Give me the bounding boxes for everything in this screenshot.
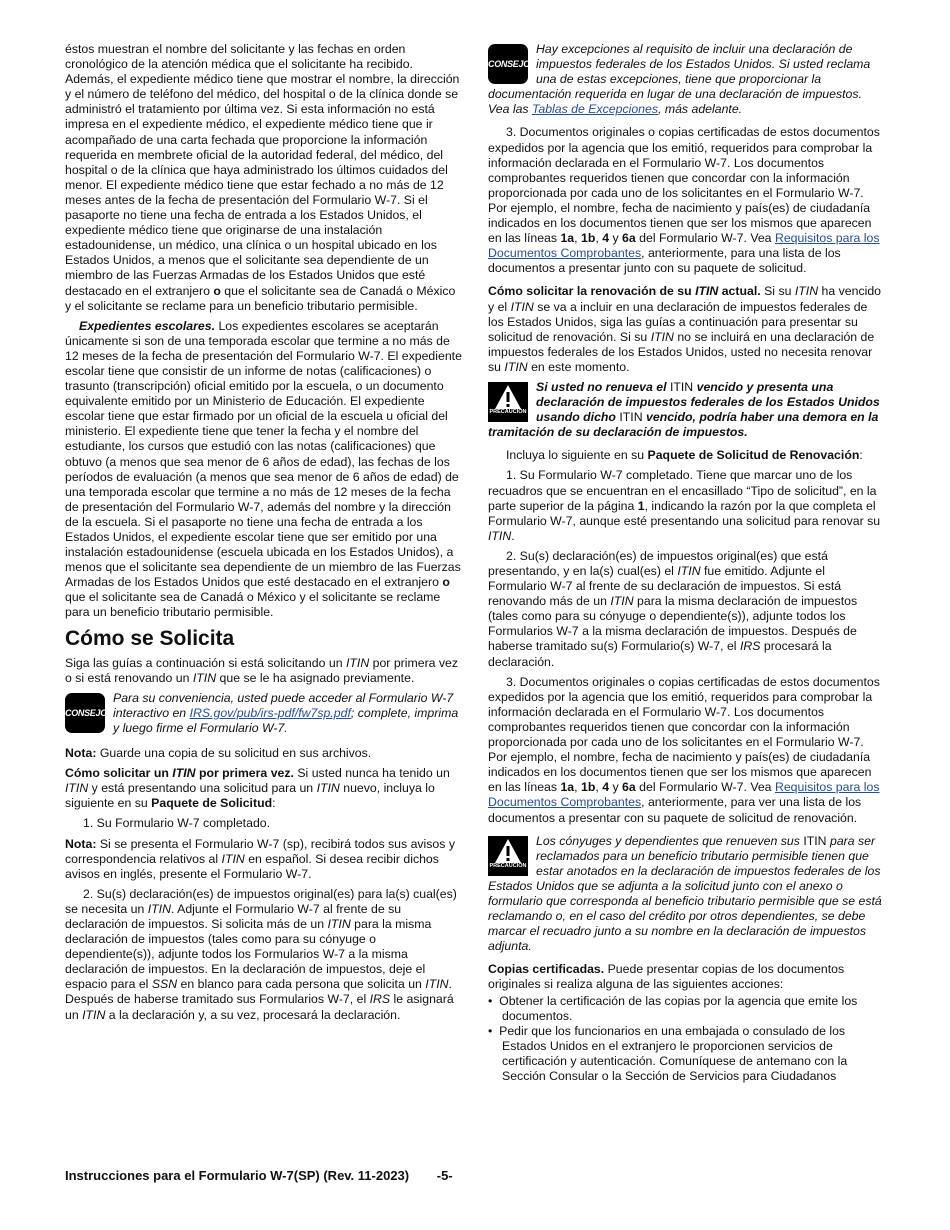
left-column bbox=[65, 42, 462, 1028]
list-item-3: 3. Documentos originales o copias certificadas de estos documentos expedidos por la agencia que los emitió, requeridos para comprobar la información declarada en el Formulario W-7. Los documentos comprobantes requeridos tienen que concordar con la información proporcionada por cada uno de los solicitantes en el Formulario W-7. Por ejemplo, el nombre, fecha de nacimiento y país(es) de ciudadanía indicados en los documentos tienen que ser los mismos que aparecen en las líneas 1a, 1b, 4 y 6a del Formulario W-7. Vea Requisitos para los Documentos Comprobantes, anteriormente, para una lista de los documentos a presentar junto con su paquete de solicitud. bbox=[488, 125, 880, 276]
caution-icon: PRECAUCIÓN bbox=[488, 836, 528, 876]
page-footer bbox=[65, 1168, 453, 1183]
tip-icon: CONSEJO bbox=[488, 44, 528, 84]
footer-title: Instrucciones para el Formulario W-7(SP) (Rev. 11-2023) bbox=[65, 1168, 410, 1183]
paragraph-certified-copies: Copias certificadas. Puede presentar copias de los documentos originales si realiza alguna de las siguientes acciones: bbox=[488, 962, 845, 992]
list-item-2: 2. Su(s) declaración(es) de impuestos original(es) para la(s) cual(es) se necesita un ITIN. Adjunte el Formulario W-7 al frente de su declaración de impuestos. Si solicita más de un ITIN para la misma declaración de impuestos (tales como para su cónyuge o dependiente(s)), adjunte todos los Formularios W-7 a la misma declaración de impuestos. En la declaración de impuestos, deje el espacio para el SSN en blanco para cada persona que solicita un ITIN. Después de haberse tramitado sus Formularios W-7, el IRS le asignará un ITIN a la declaración y, a su vez, procesará la declaración. bbox=[65, 886, 457, 1022]
renewal-item-3: 3. Documentos originales o copias certificadas de estos documentos expedidos por la agencia que los emitió, requeridos para comprobar la información declarada en el Formulario W-7. Los documentos comprobantes requeridos tienen que concordar con la información proporcionada por cada uno de los solicitantes en el Formulario W-7. Por ejemplo, el nombre, fecha de nacimiento y país(es) de ciudadanía indicados en los documentos tienen que ser los mismos que aparecen en las líneas 1a, 1b, 4 y 6a del Formulario W-7. Vea Requisitos para los Documentos Comprobantes, anteriormente, para ver una lista de los documentos a presentar con su paquete de solicitud de renovación. bbox=[488, 674, 880, 825]
list-item-1: 1. Su Formulario W-7 completado. bbox=[83, 816, 271, 831]
tip-icon: CONSEJO bbox=[65, 693, 105, 733]
paragraph-first-time: Cómo solicitar un ITIN por primera vez. Si usted nunca ha tenido un ITIN y está presentando una solicitud para un ITIN nuevo, incluya lo siguiente en su Paquete de Solicitud: bbox=[65, 766, 450, 811]
link-supporting-docs[interactable]: Requisitos para los Documentos Comprobantes bbox=[488, 231, 880, 261]
right-column bbox=[488, 42, 885, 1084]
paragraph-medical-records: éstos muestran el nombre del solicitante y las fechas en orden cronológico de la atención médica que el solicitante ha recibido. Además, el expediente médico tiene que mostrar el nombre, la dirección y el número de teléfono del médico, del hospital o de la clínica donde se administró el tratamiento por última vez. Si esta información no está impresa en el expediente médico, el expediente médico tiene que ir acompañado de una carta fechada que proporcione la información requerida en membrete oficial de la autoridad federal, del médico, del hospital o de la clínica que haya administrado los últimos cuidados del menor. El expediente médico tiene que estar fechado a no más de 12 meses antes de la fecha de presentación del Formulario W-7. Si el pasaporte no tiene una fecha de entrada a los Estados Unidos, el expediente médico tiene que originarse de una instalación estadounidense, un médico, una clínica o un hospital ubicado en los Estados Unidos, a menos que el solicitante sea dependiente de un miembro de las Fuerzas Armadas de los Estados Unidos que esté destacado en el extranjero o que el solicitante sea de Canadá o México y el solicitante se reclame para un beneficio tributario permisible. bbox=[65, 42, 460, 313]
renewal-item-1: 1. Su Formulario W-7 completado. Tiene que marcar uno de los recuadros que se encuentran en el encasillado “Tipo de solicitud”, en la parte superior de la página 1, indicando la razón por la que completa el Formulario W-7, aunque esté presentando una solicitud para renovar su ITIN. bbox=[488, 468, 881, 543]
tip-callout-exceptions: CONSEJO Hay excepciones al requisito de incluir una declaración de impuestos federales de los Estados Unidos. Si usted reclama una de estas excepciones, tiene que proporcionar la documentación requerida en lugar de una declaración de impuestos. Vea las Tablas de Excepciones, más adelante. bbox=[488, 42, 871, 117]
tip-callout-interactive-form: CONSEJO Para su conveniencia, usted puede acceder al Formulario W-7 interactivo en IRS.gov/pub/irs-pdf/fw7sp.pdf; complete, imprima y luego firme el Formulario W-7. bbox=[65, 690, 459, 735]
caution-callout-spouses: PRECAUCIÓN Los cónyuges y dependientes que renueven sus ITIN para ser reclamados para un beneficio tributario permisible tienen que estar anotados en la declaración de impuestos federales de los Estados Unidos que se adjunta a la solicitud junto con el anexo o formulario que corresponda al beneficio tributario permisible que se está reclamando o, en el caso del crédito por otros dependientes, se debe marcar el recuadro junto a su nombre en la declaración de impuestos adjunta. bbox=[488, 833, 882, 954]
link-exception-tables[interactable]: Tablas de Excepciones bbox=[531, 102, 658, 117]
bullet-item: • Pedir que los funcionarios en una embajada o consulado de los Estados Unidos en el extranjero le proporcionen servicios de certificación y autenticación. Comuníquese de antemano con la Sección Consular o la Sección de Servicios para Ciudadanos bbox=[488, 1023, 848, 1083]
paragraph-renewal: Cómo solicitar la renovación de su ITIN actual. Si su ITIN ha vencido y el ITIN se va a incluir en una declaración de impuestos federales de los Estados Unidos, siga las guías a continuación para presentar su solicitud de renovación. Si su ITIN no se incluirá en una declaración de impuestos federales de los Estados Unidos, usted no necesita renovar su ITIN en este momento. bbox=[488, 284, 882, 374]
note-spanish-notices: Nota: Si se presenta el Formulario W-7 (sp), recibirá todos sus avisos y correspondencia relativos al ITIN en español. Si desea recibir dichos avisos en inglés, presente el Formulario W-7. bbox=[65, 836, 455, 881]
link-supporting-docs-2[interactable]: Requisitos para los Documentos Comprobantes bbox=[488, 780, 880, 810]
bullet-item: • Obtener la certificación de las copias por la agencia que emite los documentos. bbox=[488, 993, 858, 1023]
caution-icon: PRECAUCIÓN bbox=[488, 382, 528, 422]
caution-callout-expired-itin: PRECAUCIÓN Si usted no renueva el ITIN vencido y presenta una declaración de impuestos federales de los Estados Unidos usando dicho ITIN vencido, podría haber una demora en la tramitación de su declaración de impuestos. bbox=[488, 379, 880, 440]
renewal-item-2: 2. Su(s) declaración(es) de impuestos original(es) que está presentando, y en la(s) cual(es) el ITIN fue emitido. Adjunte el Formulario W-7 al frente de su declaración de impuestos. Si está renovando más de un ITIN para la misma declaración de impuestos (tales como para su cónyuge o dependiente(s)), adjunte todos los Formularios W-7 a la misma declaración de impuestos. Después de haberse tramitado su(s) Formulario(s) W-7, el IRS procesará la declaración. bbox=[488, 548, 858, 669]
page-number: -5- bbox=[436, 1168, 453, 1183]
link-fw7sp-pdf[interactable]: IRS.gov/pub/irs-pdf/fw7sp.pdf bbox=[189, 705, 351, 720]
paragraph-include-renewal: Incluya lo siguiente en su Paquete de Solicitud de Renovación: bbox=[506, 448, 863, 463]
section-heading-how-to-apply: Cómo se Solicita bbox=[65, 626, 235, 650]
paragraph-intro: Siga las guías a continuación si está solicitando un ITIN por primera vez o si está renovando un ITIN que se le ha asignado previamente. bbox=[65, 655, 459, 685]
paragraph-school-records: Expedientes escolares. Los expedientes escolares se aceptarán únicamente si son de una temporada escolar que termine a no más de 12 meses de la fecha de presentación del Formulario W-7. El expediente escolar tiene que consistir de un informe de notas (calificaciones) o trasunto (transcripción) oficial emitido por la escuela, o un documento equivalente emitido por un Ministerio de Educación. El expediente escolar tiene que estar firmado por un oficial de la escuela u oficial del ministerio. El expediente tiene que tener la fecha y el nombre del estudiante, los cursos que estudió con las notas (calificaciones) que obtuvo (a menos que sea menor de 6 años de edad), las fechas de los períodos de evaluación (a menos que sea menor de 6 años de edad) de una temporada escolar que termine a no más de 12 meses de la fecha de presentación del Formulario W-7, además del nombre y la dirección de la escuela. Si el pasaporte no tiene una fecha de entrada a los Estados Unidos, el expediente escolar tiene que ser emitido por una instalación estadounidense (escuela ubicada en los Estados Unidos), a menos que el solicitante sea dependiente de un miembro de las Fuerzas Armadas de los Estados Unidos que esté destacado en el extranjero o que el solicitante sea de Canadá o México y el solicitante se reclame para un beneficio tributario permisible. bbox=[65, 318, 462, 620]
school-records-heading: Expedientes escolares. bbox=[79, 318, 216, 333]
note-keep-copy: Nota: Guarde una copia de su solicitud en sus archivos. bbox=[65, 746, 372, 761]
